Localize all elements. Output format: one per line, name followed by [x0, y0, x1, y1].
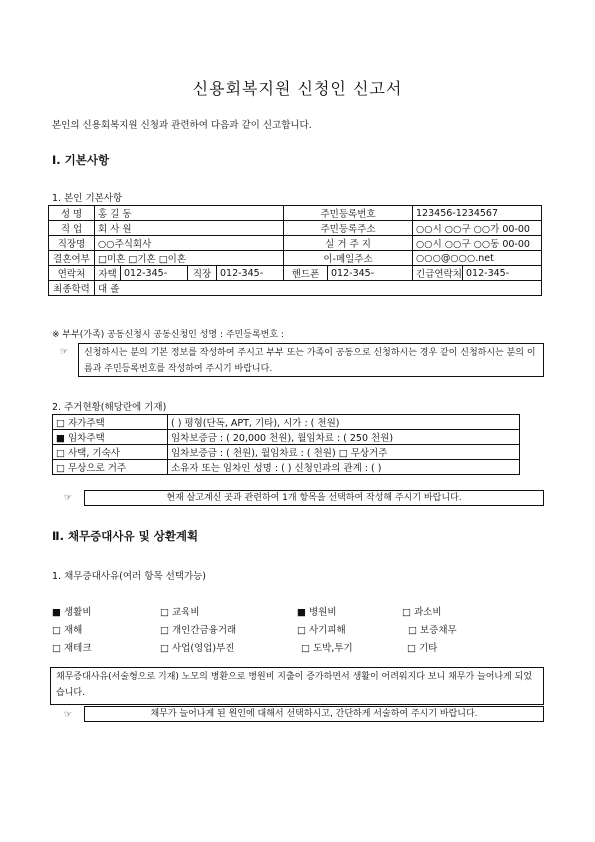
table-row	[53, 430, 520, 445]
joint-applicant-line: ※ 부부(가족) 공동신청시 공동신청인 성명 : 주민등록번호 :	[52, 330, 284, 340]
work-phone-value[interactable]: 012-345-	[217, 266, 284, 281]
housing-table	[52, 414, 520, 475]
reason-fraud[interactable]: □ 사기피해	[297, 625, 346, 636]
joint-applicant-note: 신청하시는 분의 기본 정보를 작성하여 주시고 부부 또는 가족이 공동으로 신청하시는 경우 같이 신청하시는 분의 이름과 주민등록번호를 작성하여 주시기 바랍니다.	[78, 343, 544, 377]
marital-status-options[interactable]: □미혼 □기혼 □이혼	[95, 251, 284, 266]
pointer-icon: ☞	[64, 710, 73, 720]
company-value[interactable]: ○○주식회사	[95, 236, 284, 251]
basic-info-table	[48, 205, 542, 296]
basic-info-subheading: 1. 본인 기본사항	[52, 193, 123, 204]
emergency-contact-label: 긴급연락처	[413, 266, 463, 281]
reason-guarantee[interactable]: □ 보증채무	[408, 625, 457, 636]
debt-reason-note: 채무가 늘어나게 된 원인에 대해서 선택하시고, 간단하게 서술하여 주시기 바랍니다.	[84, 706, 544, 722]
table-row	[49, 281, 542, 296]
work-phone-label: 직장	[188, 266, 217, 281]
table-row	[53, 460, 520, 475]
resident-number-value[interactable]: 123456-1234567	[413, 206, 542, 221]
email-label: 이-메일주소	[284, 251, 413, 266]
reason-private-lending[interactable]: □ 개인간금융거래	[160, 625, 237, 636]
intro-text: 본인의 신용회복지원 신청과 관련하여 다음과 같이 신고합니다.	[52, 120, 312, 131]
housing-note: 현재 살고계신 곳과 관련하여 1개 항목을 선택하여 작성해 주시기 바랍니다.	[84, 490, 544, 506]
table-row	[53, 415, 520, 430]
resident-number-label: 주민등록번호	[284, 206, 413, 221]
emergency-contact-value[interactable]: 012-345-	[463, 266, 542, 281]
housing-rent-detail[interactable]: 임차보증금 : ( 20,000 천원), 월임차료 : ( 250 천원)	[168, 430, 520, 445]
reason-overspending[interactable]: □ 과소비	[402, 607, 442, 618]
contact-label: 연락처	[49, 266, 95, 281]
housing-subheading: 2. 주거현황(해당란에 기재)	[52, 402, 167, 413]
job-value[interactable]: 회 사 원	[95, 221, 284, 236]
table-row	[49, 221, 542, 236]
housing-free-option[interactable]: □ 무상으로 거주	[53, 460, 168, 475]
pointer-icon: ☞	[60, 347, 69, 357]
reason-education[interactable]: □ 교육비	[160, 607, 200, 618]
residence-label: 실 거 주 지	[284, 236, 413, 251]
reason-business[interactable]: □ 사업(영업)부진	[160, 643, 235, 654]
home-phone-value[interactable]: 012-345-	[121, 266, 188, 281]
table-row	[49, 251, 542, 266]
housing-free-detail[interactable]: 소유자 또는 임차인 성명 : ( ) 신청인과의 관계 : ( )	[168, 460, 520, 475]
registered-address-label: 주민등록주소	[284, 221, 413, 236]
section2-heading: Ⅱ. 채무증대사유 및 상환계획	[52, 529, 199, 543]
table-row	[49, 236, 542, 251]
housing-rent-option[interactable]: ■ 임차주택	[53, 430, 168, 445]
company-label: 직장명	[49, 236, 95, 251]
housing-own-option[interactable]: □ 자가주택	[53, 415, 168, 430]
name-label: 성 명	[49, 206, 95, 221]
reason-living-expenses[interactable]: ■ 생활비	[52, 607, 92, 618]
housing-company-detail[interactable]: 임차보증금 : ( 천원), 월임차료 : ( 천원) □ 무상거주	[168, 445, 520, 460]
home-phone-label: 자택	[95, 266, 121, 281]
pointer-icon: ☞	[64, 493, 73, 503]
email-value[interactable]: ○○○@○○○.net	[413, 251, 542, 266]
housing-company-option[interactable]: □ 사택, 기숙사	[53, 445, 168, 460]
mobile-phone-label: 핸드폰	[284, 266, 328, 281]
table-row	[53, 445, 520, 460]
reason-other[interactable]: □ 기타	[407, 643, 438, 654]
marital-status-label: 결혼여부	[49, 251, 95, 266]
debt-reason-description[interactable]: 채무증대사유(서술형으로 기재) 노모의 병환으로 병원비 지출이 증가하면서 생활이 어려워지다 보니 채무가 늘어나게 되었습니다.	[50, 667, 544, 705]
document-title: 신용회복지원 신청인 신고서	[192, 79, 403, 98]
debt-reason-subheading: 1. 채무증대사유(여러 항목 선택가능)	[52, 571, 207, 582]
registered-address-value[interactable]: ○○시 ○○구 ○○가 00-00	[413, 221, 542, 236]
education-value[interactable]: 대 졸	[95, 281, 542, 296]
reason-gambling[interactable]: □ 도박,투기	[301, 643, 353, 654]
table-row	[49, 206, 542, 221]
section1-heading: Ⅰ. 기본사항	[52, 153, 110, 167]
education-label: 최종학력	[49, 281, 95, 296]
reason-medical[interactable]: ■ 병원비	[297, 607, 337, 618]
name-value[interactable]: 홍 길 동	[95, 206, 284, 221]
reason-disaster[interactable]: □ 재해	[52, 625, 83, 636]
residence-value[interactable]: ○○시 ○○구 ○○동 00-00	[413, 236, 542, 251]
table-row	[49, 266, 542, 281]
reason-investment[interactable]: □ 재테크	[52, 643, 92, 654]
mobile-phone-value[interactable]: 012-345-	[328, 266, 413, 281]
job-label: 직 업	[49, 221, 95, 236]
housing-own-detail[interactable]: ( ) 평형(단독, APT, 기타), 시가 : ( 천원)	[168, 415, 520, 430]
